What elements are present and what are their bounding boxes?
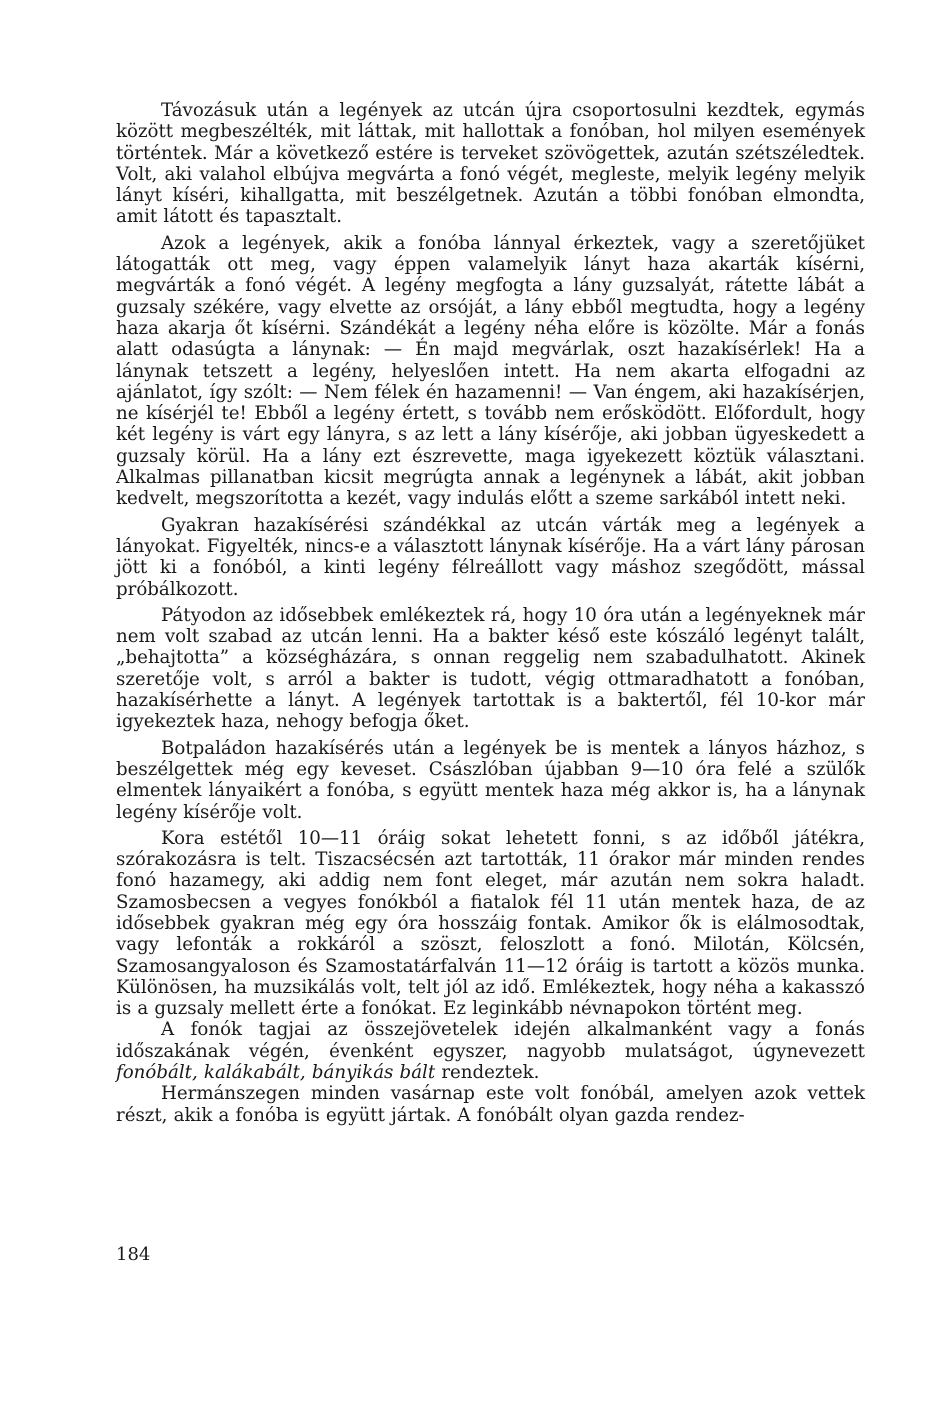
paragraph-8: Hermánszegen minden vasárnap este volt fonóbál, amelyen azok vettek részt, akik a fonóba is együtt jártak. A fonóbált olyan gazda rendez- — [116, 1083, 865, 1126]
paragraph-5: Botpaládon hazakísérés után a legények be is mentek a lányos házhoz, s beszélgettek még egy keveset. Császlóban újabban 9—10 óra felé a szülők elmentek lányaikért a fonóba, s együtt mentek haza még akkor is, ha a lánynak legény kísérője volt. — [116, 737, 865, 823]
italic-phrase: fonóbált, kalákabált, bányikás bált — [116, 1062, 436, 1084]
paragraph-7-tail: rendeztek. — [435, 1062, 540, 1084]
paragraph-2: Azok a legények, akik a fonóba lánnyal érkeztek, vagy a szeretőjüket látogatták ott meg, vagy éppen valamelyik lányt haza akarták kísérni, megvárták a fonó végét. A legény megfogta a lány guzsalyát, rátette lábát a guzsaly székére, vagy elvette az orsóját, a lány ebből megtudta, hogy a legény haza akarja őt kísérni. Szándékát a legény néha előre is közölte. Már a fonás alatt odasúgta a lánynak: — Én majd megvárlak, oszt hazakísérlek! Ha a lánynak tetszett a legény, helyeslően intett. Ha nem akarta elfogadni az ajánlatot, így szólt: — Nem félek én hazamenni! — Van éngem, aki hazakísérjen, ne kísérjél te! Ebből a legény értett, s tovább nem erősködött. Előfordult, hogy két legény is várt egy lányra, s az lett a lány kísérője, aki jobban ügyeskedett a guzsaly körül. Ha a lány ezt észrevette, maga igyekezett köztük választani. Alkalmas pillanatban kicsit megrúgta annak a legénynek a lábát, akit jobban kedvelt, megszorította a kezét, vagy indulás előtt a szeme sarkából intett neki. — [116, 232, 865, 510]
page-body — [116, 100, 865, 1126]
paragraph-1: Távozásuk után a legények az utcán újra csoportosulni kezdtek, egymás között megbeszélték, mit láttak, mit hallottak a fonóban, hol milyen események történtek. Már a következő estére is terveket szövögettek, azután szétszéledtek. Volt, aki valahol elbújva megvárta a fonó végét, megleste, melyik legény melyik lányt kíséri, kihallgatta, mit beszélgetnek. Azután a többi fonóban elmondta, amit látott és tapasztalt. — [116, 100, 865, 228]
paragraph-7 — [116, 1019, 865, 1083]
paragraph-3: Gyakran hazakísérési szándékkal az utcán várták meg a legények a lányokat. Figyelték, nincs-e a választott lánynak kísérője. Ha a várt lány párosan jött ki a fonóból, a kinti legény félreállott vagy máshoz szegődött, mással próbálkozott. — [116, 514, 865, 600]
page-number: 184 — [116, 1244, 151, 1265]
paragraph-4: Pátyodon az idősebbek emlékeztek rá, hogy 10 óra után a legényeknek már nem volt szabad az utcán lenni. Ha a bakter késő este kószáló legényt talált, „behajtotta” a községházára, s onnan reggelig nem szabadulhatott. Akinek szeretője volt, s arról a bakter is tudott, végig ottmaradhatott a fonóban, hazakísérhette a lányt. A legények tartottak is a baktertől, fél 10-kor már igyekeztek haza, nehogy befogja őket. — [116, 604, 865, 733]
paragraph-6: Kora estétől 10—11 óráig sokat lehetett fonni, s az időből játékra, szórakozásra is telt. Tiszacsécsén azt tartották, 11 órakor már minden rendes fonó hazamegy, aki addig nem font eleget, már azután nem sokra haladt. Szamosbecsen a vegyes fonókból a fiatalok fél 11 után mentek haza, de az idősebbek gyakran még egy óra hosszáig fontak. Amikor ők is elálmosodtak, vagy lefonták a rokkáról a szöszt, feloszlott a fonó. Milotán, Kölcsén, Szamosangyaloson és Szamostatárfalván 11—12 óráig is tartott a közös munka. Különösen, ha muzsikálás volt, telt jól az idő. Emlékeztek, hogy néha a kakasszó is a guzsaly mellett érte a fonókat. Ez leginkább névnapokon történt meg. — [116, 827, 865, 1020]
paragraph-7-text: A fonók tagjai az összejövetelek idején alkalmanként vagy a fonás időszakának végén, évenként egyszer, nagyobb mulatságot, úgynevezett — [116, 1019, 865, 1062]
